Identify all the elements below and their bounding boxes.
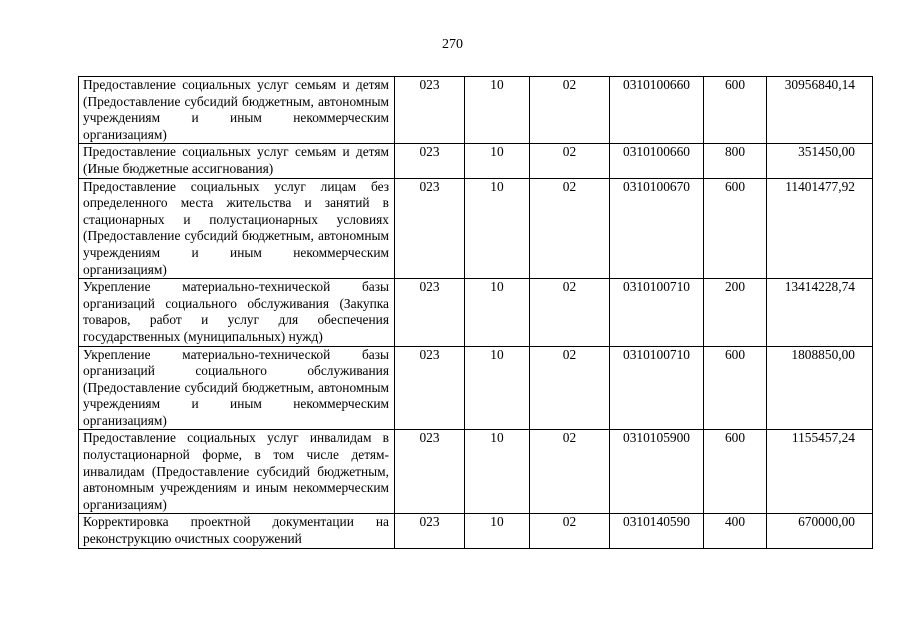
budget-table: [78, 76, 873, 549]
row-amount: 1155457,24: [767, 430, 873, 514]
row-description: Предоставление социальных услуг семьям и детям (Предоставление субсидий бюджетным, автономным учреждениям и иным некоммерческим организациям): [79, 77, 395, 144]
row-expense-type: 400: [704, 514, 767, 548]
row-amount: 1808850,00: [767, 346, 873, 430]
row-expense-type: 600: [704, 178, 767, 279]
row-ministry-code: 023: [395, 178, 465, 279]
row-section-code: 10: [465, 144, 530, 178]
row-expense-type: 600: [704, 430, 767, 514]
row-ministry-code: 023: [395, 144, 465, 178]
row-expense-type: 800: [704, 144, 767, 178]
table-row: [79, 430, 873, 514]
row-ministry-code: 023: [395, 514, 465, 548]
row-subsection-code: 02: [530, 514, 610, 548]
row-description: Предоставление социальных услуг инвалидам в полустационарной форме, в том числе детям-инвалидам (Предоставление субсидий бюджетным, автономным учреждениям и иным некоммерческим организациям): [79, 430, 395, 514]
row-description: Укрепление материально-технической базы организаций социального обслуживания (Закупка товаров, работ и услуг для обеспечения государственных (муниципальных) нужд): [79, 279, 395, 346]
row-subsection-code: 02: [530, 178, 610, 279]
row-description: Укрепление материально-технической базы организаций социального обслуживания (Предоставление субсидий бюджетным, автономным учреждениям и иным некоммерческим организациям): [79, 346, 395, 430]
row-description: Корректировка проектной документации на реконструкцию очистных сооружений: [79, 514, 395, 548]
row-subsection-code: 02: [530, 430, 610, 514]
row-section-code: 10: [465, 514, 530, 548]
row-target-article: 0310105900: [610, 430, 704, 514]
row-section-code: 10: [465, 178, 530, 279]
row-expense-type: 600: [704, 77, 767, 144]
row-target-article: 0310140590: [610, 514, 704, 548]
table-row: [79, 514, 873, 548]
row-target-article: 0310100710: [610, 279, 704, 346]
table-row: [79, 77, 873, 144]
row-ministry-code: 023: [395, 279, 465, 346]
row-subsection-code: 02: [530, 77, 610, 144]
row-ministry-code: 023: [395, 346, 465, 430]
table-row: [79, 346, 873, 430]
row-expense-type: 600: [704, 346, 767, 430]
page-number: 270: [442, 37, 463, 52]
row-description: Предоставление социальных услуг семьям и детям (Иные бюджетные ассигнования): [79, 144, 395, 178]
row-ministry-code: 023: [395, 430, 465, 514]
row-amount: 30956840,14: [767, 77, 873, 144]
row-section-code: 10: [465, 279, 530, 346]
row-amount: 13414228,74: [767, 279, 873, 346]
table-row: [79, 279, 873, 346]
table-row: [79, 144, 873, 178]
row-target-article: 0310100670: [610, 178, 704, 279]
row-amount: 670000,00: [767, 514, 873, 548]
row-subsection-code: 02: [530, 144, 610, 178]
row-subsection-code: 02: [530, 346, 610, 430]
row-target-article: 0310100710: [610, 346, 704, 430]
table-row: [79, 178, 873, 279]
row-amount: 11401477,92: [767, 178, 873, 279]
row-target-article: 0310100660: [610, 77, 704, 144]
row-target-article: 0310100660: [610, 144, 704, 178]
row-expense-type: 200: [704, 279, 767, 346]
row-section-code: 10: [465, 77, 530, 144]
row-amount: 351450,00: [767, 144, 873, 178]
row-section-code: 10: [465, 430, 530, 514]
row-description: Предоставление социальных услуг лицам без определенного места жительства и занятий в стационарных и полустационарных условиях (Предоставление субсидий бюджетным, автономным учреждениям и иным некоммерческим организациям): [79, 178, 395, 279]
row-ministry-code: 023: [395, 77, 465, 144]
row-subsection-code: 02: [530, 279, 610, 346]
row-section-code: 10: [465, 346, 530, 430]
